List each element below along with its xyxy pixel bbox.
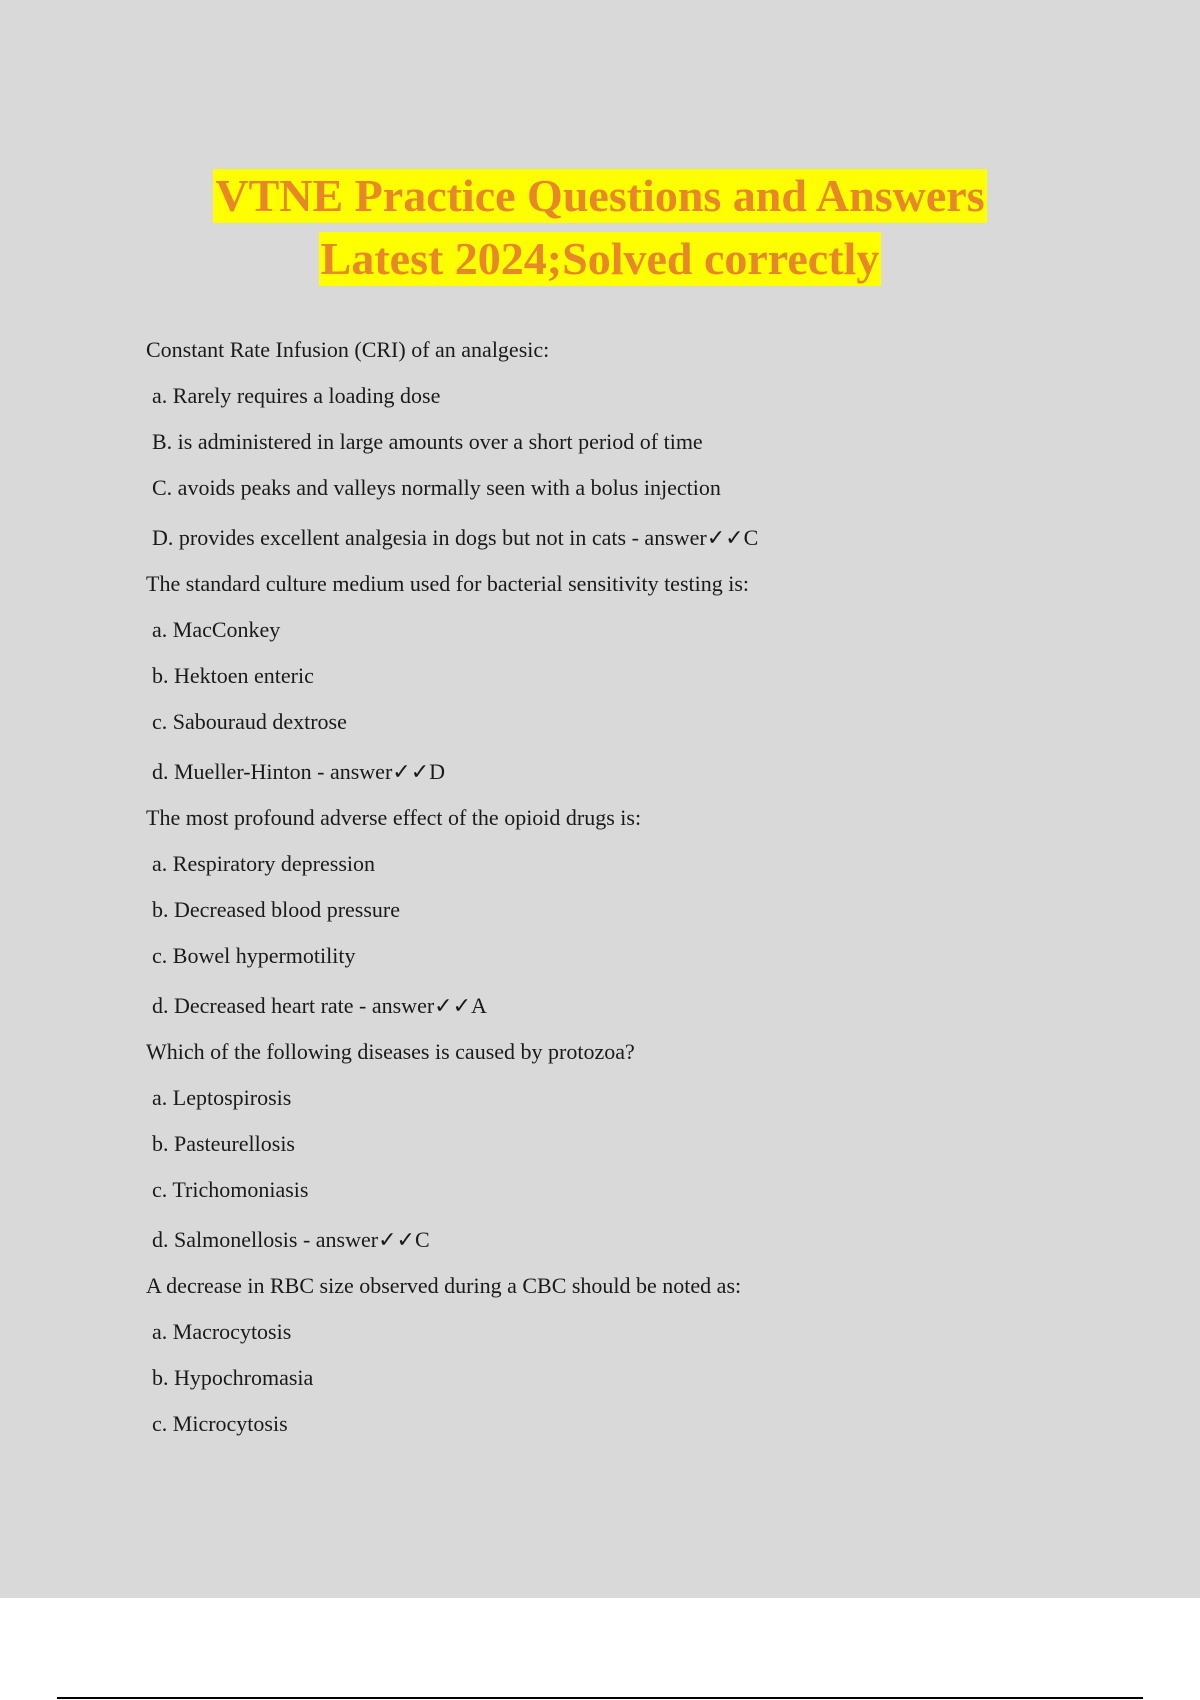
answer-option: c. Trichomoniasis [152, 1177, 309, 1202]
title-line-2: Latest 2024;Solved correctly [320, 233, 880, 284]
answer-option-text: d. Decreased heart rate - answer [152, 993, 435, 1018]
correct-answer-letter: C [743, 525, 759, 550]
answer-option: c. Bowel hypermotility [152, 943, 356, 968]
answer-option: c. Sabouraud dextrose [152, 709, 347, 734]
answer-option: c. Microcytosis [152, 1411, 288, 1436]
answer-option: a. Rarely requires a loading dose [152, 383, 441, 408]
double-check-icon: ✓✓ [434, 994, 472, 1019]
correct-answer-letter: A [471, 993, 487, 1018]
answer-option: b. Pasteurellosis [152, 1131, 295, 1156]
answer-option: B. is administered in large amounts over a short period of time [152, 429, 703, 454]
answer-option-with-key [146, 751, 1126, 801]
title-line-1: VTNE Practice Questions and Answers [215, 170, 985, 221]
correct-answer-letter: D [429, 759, 446, 784]
question-prompt: The standard culture medium used for bacterial sensitivity testing is: [146, 571, 750, 596]
answer-option: b. Hypochromasia [152, 1365, 314, 1390]
questions-list [146, 333, 1126, 1453]
answer-option: a. Macrocytosis [152, 1319, 292, 1344]
double-check-icon: ✓✓ [706, 526, 744, 551]
answer-option: a. Respiratory depression [152, 851, 375, 876]
double-check-icon: ✓✓ [378, 1228, 415, 1253]
question-prompt: The most profound adverse effect of the opioid drugs is: [146, 805, 642, 830]
document-title [0, 166, 1200, 292]
footer-divider [57, 1697, 1143, 1699]
answer-option: C. avoids peaks and valleys normally seen with a bolus injection [152, 475, 721, 500]
answer-option-with-key [146, 517, 1126, 567]
answer-option: b. Hektoen enteric [152, 663, 314, 688]
answer-option: a. MacConkey [152, 617, 281, 642]
answer-option: b. Decreased blood pressure [152, 897, 401, 922]
answer-option: a. Leptospirosis [152, 1085, 292, 1110]
answer-option-text: d. Mueller-Hinton - answer [152, 759, 393, 784]
answer-option-text: D. provides excellent analgesia in dogs but not in cats - answer [152, 525, 707, 550]
question-prompt: Constant Rate Infusion (CRI) of an analgesic: [146, 337, 550, 362]
question-prompt: Which of the following diseases is caused by protozoa? [146, 1039, 635, 1064]
answer-option-with-key [146, 985, 1126, 1035]
answer-option-with-key [146, 1219, 1126, 1269]
correct-answer-letter: C [414, 1227, 430, 1252]
question-prompt: A decrease in RBC size observed during a CBC should be noted as: [146, 1273, 742, 1298]
answer-option-text: d. Salmonellosis - answer [152, 1227, 379, 1252]
double-check-icon: ✓✓ [392, 760, 430, 785]
